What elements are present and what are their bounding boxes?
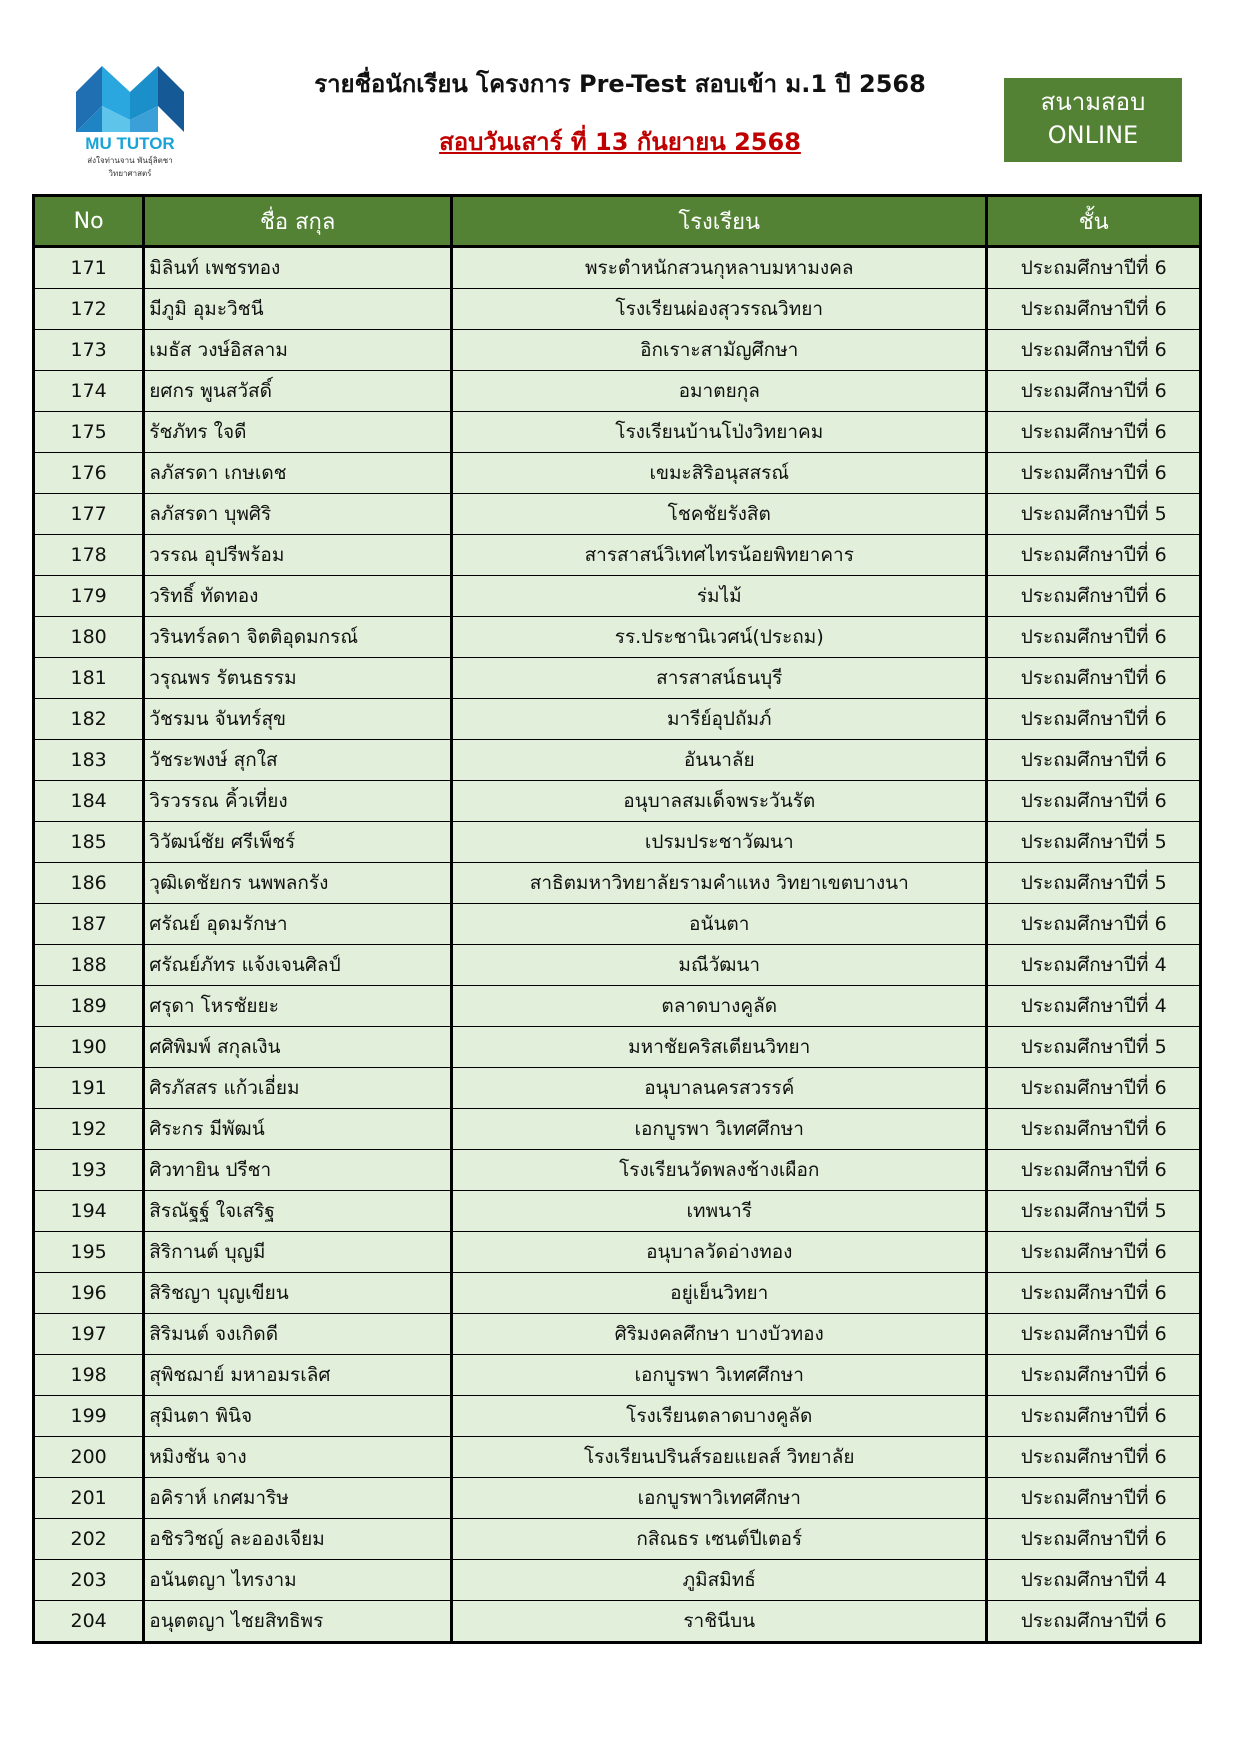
- cell-no: 202: [34, 1519, 144, 1560]
- cell-name: ศิระกร มีพัฒน์: [144, 1109, 452, 1150]
- cell-school: ร่มไม้: [452, 576, 987, 617]
- cell-no: 195: [34, 1232, 144, 1273]
- cell-school: โรงเรียนปรินส์รอยแยลส์ วิทยาลัย: [452, 1437, 987, 1478]
- table-row: [34, 535, 1201, 576]
- cell-no: 200: [34, 1437, 144, 1478]
- cell-name: ศรัณย์ อุดมรักษา: [144, 904, 452, 945]
- cell-name: วิรวรรณ คิ้วเที่ยง: [144, 781, 452, 822]
- col-header-no: No: [34, 196, 144, 247]
- cell-school: อิกเราะสามัญศึกษา: [452, 330, 987, 371]
- table-row: [34, 1437, 1201, 1478]
- table-row: [34, 1109, 1201, 1150]
- cell-school: มารีย์อุปถัมภ์: [452, 699, 987, 740]
- cell-no: 182: [34, 699, 144, 740]
- cell-name: สุมินตา พินิจ: [144, 1396, 452, 1437]
- cell-name: วิวัฒน์ชัย ศรีเพ็ชร์: [144, 822, 452, 863]
- table-row: [34, 330, 1201, 371]
- cell-school: อนุบาลสมเด็จพระวันรัต: [452, 781, 987, 822]
- cell-school: อันนาลัย: [452, 740, 987, 781]
- cell-no: 178: [34, 535, 144, 576]
- cell-school: กสิณธร เซนต์ปีเตอร์: [452, 1519, 987, 1560]
- table-row: [34, 1478, 1201, 1519]
- cell-grade: ประถมศึกษาปีที่ 6: [987, 453, 1201, 494]
- cell-grade: ประถมศึกษาปีที่ 6: [987, 699, 1201, 740]
- cell-grade: ประถมศึกษาปีที่ 6: [987, 658, 1201, 699]
- table-row: [34, 986, 1201, 1027]
- cell-name: ศิวทายิน ปรีชา: [144, 1150, 452, 1191]
- cell-school: โชคชัยรังสิต: [452, 494, 987, 535]
- table-row: [34, 863, 1201, 904]
- cell-name: ศิรภัสสร แก้วเอี่ยม: [144, 1068, 452, 1109]
- cell-name: ยศกร พูนสวัสดิ์: [144, 371, 452, 412]
- cell-no: 188: [34, 945, 144, 986]
- cell-name: สุพิชฌาย์ มหาอมรเลิศ: [144, 1355, 452, 1396]
- cell-grade: ประถมศึกษาปีที่ 4: [987, 986, 1201, 1027]
- cell-name: สิริกานต์ บุญมี: [144, 1232, 452, 1273]
- cell-no: 181: [34, 658, 144, 699]
- table-row: [34, 904, 1201, 945]
- cell-school: สารสาสน์วิเทศไทรน้อยพิทยาคาร: [452, 535, 987, 576]
- table-row: [34, 1601, 1201, 1643]
- cell-no: 198: [34, 1355, 144, 1396]
- logo-mark-icon: [72, 62, 188, 136]
- cell-no: 204: [34, 1601, 144, 1643]
- table-row: [34, 658, 1201, 699]
- table-row: [34, 1355, 1201, 1396]
- cell-grade: ประถมศึกษาปีที่ 6: [987, 781, 1201, 822]
- cell-no: 191: [34, 1068, 144, 1109]
- cell-school: อนันตา: [452, 904, 987, 945]
- table-row: [34, 289, 1201, 330]
- cell-school: อยู่เย็นวิทยา: [452, 1273, 987, 1314]
- cell-grade: ประถมศึกษาปีที่ 6: [987, 1519, 1201, 1560]
- cell-name: อชิรวิชญ์ ละอองเจียม: [144, 1519, 452, 1560]
- cell-grade: ประถมศึกษาปีที่ 6: [987, 1437, 1201, 1478]
- cell-school: อนุบาลนครสวรรค์: [452, 1068, 987, 1109]
- col-header-school: โรงเรียน: [452, 196, 987, 247]
- cell-no: 173: [34, 330, 144, 371]
- table-row: [34, 1027, 1201, 1068]
- cell-name: อนันตญา ไทรงาม: [144, 1560, 452, 1601]
- cell-grade: ประถมศึกษาปีที่ 4: [987, 1560, 1201, 1601]
- cell-school: มณีวัฒนา: [452, 945, 987, 986]
- cell-name: ลภัสรดา เกษเดช: [144, 453, 452, 494]
- cell-no: 174: [34, 371, 144, 412]
- table-row: [34, 781, 1201, 822]
- cell-school: เปรมประชาวัฒนา: [452, 822, 987, 863]
- cell-no: 201: [34, 1478, 144, 1519]
- table-header-row: [34, 196, 1201, 247]
- table-row: [34, 576, 1201, 617]
- online-venue-badge: [1004, 78, 1182, 162]
- table-row: [34, 453, 1201, 494]
- cell-no: 197: [34, 1314, 144, 1355]
- cell-no: 176: [34, 453, 144, 494]
- cell-school: โรงเรียนตลาดบางคูลัด: [452, 1396, 987, 1437]
- table-row: [34, 1273, 1201, 1314]
- cell-name: วัชรมน จันทร์สุข: [144, 699, 452, 740]
- cell-no: 189: [34, 986, 144, 1027]
- cell-school: เทพนารี: [452, 1191, 987, 1232]
- cell-school: โรงเรียนบ้านโป่งวิทยาคม: [452, 412, 987, 453]
- cell-grade: ประถมศึกษาปีที่ 6: [987, 1314, 1201, 1355]
- cell-grade: ประถมศึกษาปีที่ 6: [987, 1109, 1201, 1150]
- cell-grade: ประถมศึกษาปีที่ 6: [987, 904, 1201, 945]
- col-header-name: ชื่อ สกุล: [144, 196, 452, 247]
- cell-no: 172: [34, 289, 144, 330]
- cell-name: วรุณพร รัตนธรรม: [144, 658, 452, 699]
- cell-school: โรงเรียนวัดพลงช้างเผือก: [452, 1150, 987, 1191]
- cell-grade: ประถมศึกษาปีที่ 6: [987, 535, 1201, 576]
- cell-grade: ประถมศึกษาปีที่ 6: [987, 1150, 1201, 1191]
- cell-school: โรงเรียนผ่องสุวรรณวิทยา: [452, 289, 987, 330]
- cell-school: เอกบูรพา วิเทศศึกษา: [452, 1355, 987, 1396]
- table-row: [34, 1150, 1201, 1191]
- logo-text: MU TUTOR: [85, 134, 175, 153]
- cell-grade: ประถมศึกษาปีที่ 6: [987, 576, 1201, 617]
- cell-grade: ประถมศึกษาปีที่ 6: [987, 1355, 1201, 1396]
- cell-name: สิริมนต์ จงเกิดดี: [144, 1314, 452, 1355]
- table-row: [34, 1068, 1201, 1109]
- table-row: [34, 494, 1201, 535]
- cell-school: มหาชัยคริสเตียนวิทยา: [452, 1027, 987, 1068]
- table-body: [34, 247, 1201, 1643]
- cell-grade: ประถมศึกษาปีที่ 6: [987, 371, 1201, 412]
- cell-name: วรรณ อุปรีพร้อม: [144, 535, 452, 576]
- logo-subtext: ส่งใจท่านจาน พันธุ์ลิตชาวิทยาศาสตร์: [87, 156, 173, 178]
- cell-name: ศรัณย์ภัทร แจ้งเจนศิลป์: [144, 945, 452, 986]
- cell-no: 179: [34, 576, 144, 617]
- cell-name: วุฒิเดชัยกร นพพลกรัง: [144, 863, 452, 904]
- cell-school: รร.ประชานิเวศน์(ประถม): [452, 617, 987, 658]
- cell-no: 185: [34, 822, 144, 863]
- cell-name: ลภัสรดา บุพศิริ: [144, 494, 452, 535]
- student-roster-table: [32, 194, 1202, 1644]
- cell-name: วรินทร์ลดา จิตติอุดมกรณ์: [144, 617, 452, 658]
- cell-no: 180: [34, 617, 144, 658]
- table-row: [34, 1560, 1201, 1601]
- cell-grade: ประถมศึกษาปีที่ 6: [987, 247, 1201, 289]
- cell-no: 187: [34, 904, 144, 945]
- col-header-grade: ชั้น: [987, 196, 1201, 247]
- exam-date-subtitle: สอบวันเสาร์ ที่ 13 กันยายน 2568: [439, 128, 801, 156]
- cell-school: สาธิตมหาวิทยาลัยรามคำแหง วิทยาเขตบางนา: [452, 863, 987, 904]
- cell-school: พระตำหนักสวนกุหลาบมหามงคล: [452, 247, 987, 289]
- cell-school: สารสาสน์ธนบุรี: [452, 658, 987, 699]
- cell-name: ศรุดา โหรชัยยะ: [144, 986, 452, 1027]
- table-row: [34, 617, 1201, 658]
- cell-no: 193: [34, 1150, 144, 1191]
- cell-name: รัชภัทร ใจดี: [144, 412, 452, 453]
- cell-name: วัชระพงษ์ สุกใส: [144, 740, 452, 781]
- cell-grade: ประถมศึกษาปีที่ 6: [987, 1478, 1201, 1519]
- cell-name: หมิงชัน จาง: [144, 1437, 452, 1478]
- table-row: [34, 1396, 1201, 1437]
- table-row: [34, 699, 1201, 740]
- cell-name: สิริชญา บุญเขียน: [144, 1273, 452, 1314]
- table-row: [34, 371, 1201, 412]
- badge-line-1: สนามสอบ: [1040, 88, 1146, 116]
- cell-no: 177: [34, 494, 144, 535]
- cell-grade: ประถมศึกษาปีที่ 6: [987, 740, 1201, 781]
- cell-grade: ประถมศึกษาปีที่ 6: [987, 617, 1201, 658]
- cell-no: 171: [34, 247, 144, 289]
- table-row: [34, 822, 1201, 863]
- table-row: [34, 740, 1201, 781]
- cell-school: เอกบูรพาวิเทศศึกษา: [452, 1478, 987, 1519]
- cell-grade: ประถมศึกษาปีที่ 5: [987, 1027, 1201, 1068]
- cell-name: มิลินท์ เพชรทอง: [144, 247, 452, 289]
- cell-no: 175: [34, 412, 144, 453]
- cell-school: เขมะสิริอนุสสรณ์: [452, 453, 987, 494]
- cell-grade: ประถมศึกษาปีที่ 6: [987, 1601, 1201, 1643]
- cell-grade: ประถมศึกษาปีที่ 5: [987, 822, 1201, 863]
- cell-grade: ประถมศึกษาปีที่ 6: [987, 1232, 1201, 1273]
- cell-grade: ประถมศึกษาปีที่ 5: [987, 494, 1201, 535]
- table-row: [34, 1191, 1201, 1232]
- cell-school: ราชินีบน: [452, 1601, 987, 1643]
- table-row: [34, 412, 1201, 453]
- cell-grade: ประถมศึกษาปีที่ 6: [987, 1273, 1201, 1314]
- cell-no: 194: [34, 1191, 144, 1232]
- cell-school: เอกบูรพา วิเทศศึกษา: [452, 1109, 987, 1150]
- cell-name: วริทธิ์ ทัดทอง: [144, 576, 452, 617]
- table-row: [34, 1314, 1201, 1355]
- cell-name: ศศิพิมพ์ สกุลเงิน: [144, 1027, 452, 1068]
- cell-grade: ประถมศึกษาปีที่ 6: [987, 289, 1201, 330]
- cell-school: ภูมิสมิทธ์: [452, 1560, 987, 1601]
- cell-school: ศิริมงคลศึกษา บางบัวทอง: [452, 1314, 987, 1355]
- cell-grade: ประถมศึกษาปีที่ 4: [987, 945, 1201, 986]
- table-row: [34, 945, 1201, 986]
- cell-school: ตลาดบางคูลัด: [452, 986, 987, 1027]
- cell-no: 183: [34, 740, 144, 781]
- cell-no: 199: [34, 1396, 144, 1437]
- cell-no: 186: [34, 863, 144, 904]
- table-row: [34, 247, 1201, 289]
- cell-name: อนุตตญา ไชยสิทธิพร: [144, 1601, 452, 1643]
- cell-grade: ประถมศึกษาปีที่ 6: [987, 412, 1201, 453]
- cell-name: สิรณัฐฐ์ ใจเสริฐ: [144, 1191, 452, 1232]
- cell-grade: ประถมศึกษาปีที่ 5: [987, 863, 1201, 904]
- cell-name: มีภูมิ อุมะวิชนี: [144, 289, 452, 330]
- table-row: [34, 1232, 1201, 1273]
- cell-no: 203: [34, 1560, 144, 1601]
- table-row: [34, 1519, 1201, 1560]
- cell-grade: ประถมศึกษาปีที่ 6: [987, 1396, 1201, 1437]
- cell-school: อมาตยกุล: [452, 371, 987, 412]
- badge-line-2: ONLINE: [1047, 121, 1139, 149]
- cell-no: 196: [34, 1273, 144, 1314]
- cell-name: อคิราห์ เกศมาริษ: [144, 1478, 452, 1519]
- page-title: รายชื่อนักเรียน โครงการ Pre-Test สอบเข้า ม.1 ปี 2568: [314, 70, 926, 98]
- cell-grade: ประถมศึกษาปีที่ 5: [987, 1191, 1201, 1232]
- cell-no: 184: [34, 781, 144, 822]
- cell-no: 190: [34, 1027, 144, 1068]
- cell-grade: ประถมศึกษาปีที่ 6: [987, 330, 1201, 371]
- cell-grade: ประถมศึกษาปีที่ 6: [987, 1068, 1201, 1109]
- cell-no: 192: [34, 1109, 144, 1150]
- cell-school: อนุบาลวัดอ่างทอง: [452, 1232, 987, 1273]
- cell-name: เมธัส วงษ์อิสลาม: [144, 330, 452, 371]
